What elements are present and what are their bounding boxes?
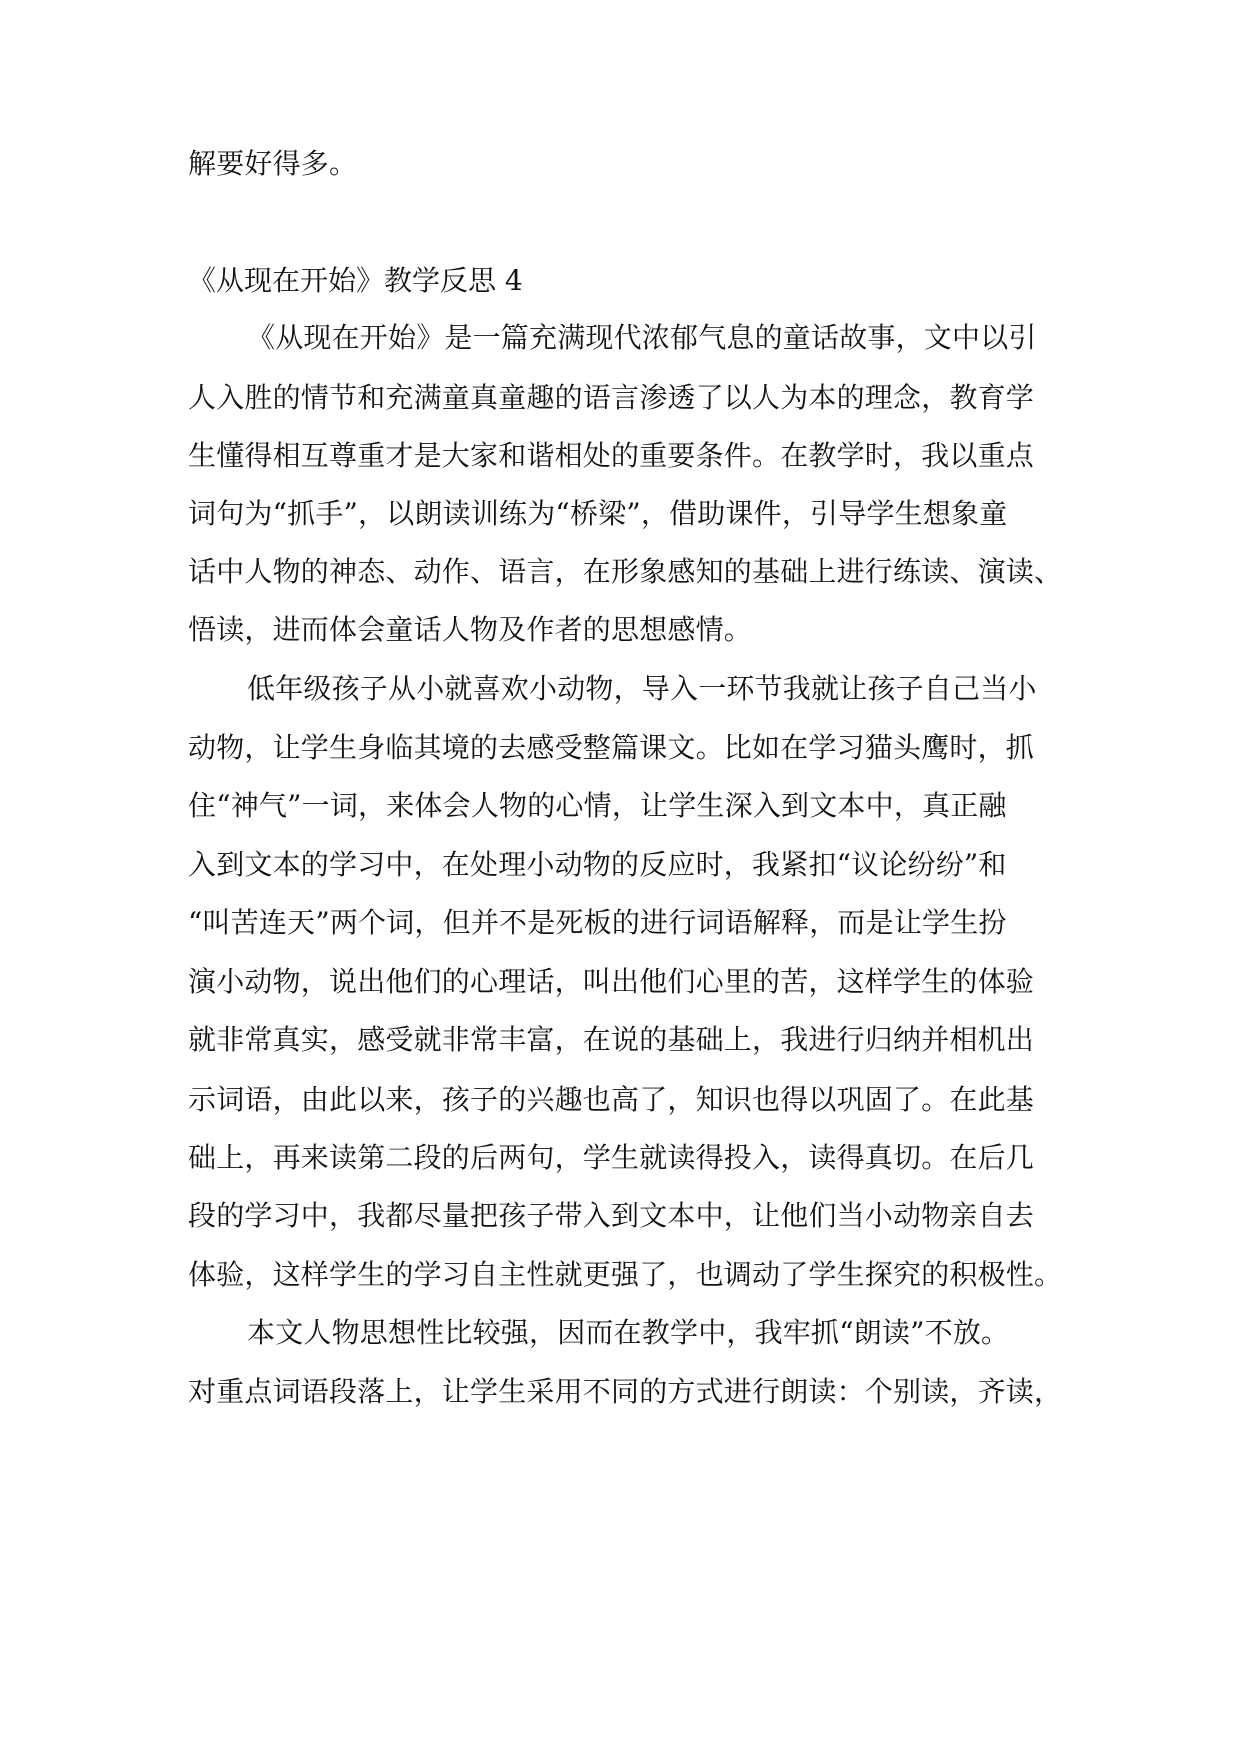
paragraph-2-line-9: 础上，再来读第二段的后两句，学生就读得投入，读得真切。在后几 — [188, 1141, 1035, 1174]
paragraph-1-line-5: 话中人物的神态、动作、语言，在形象感知的基础上进行练读、演读、 — [188, 555, 1063, 588]
paragraph-2-line-5: “叫苦连天”两个词，但并不是死板的进行词语解释，而是让学生扮 — [188, 906, 1007, 939]
paragraph-2-line-6: 演小动物，说出他们的心理话，叫出他们心里的苦，这样学生的体验 — [188, 965, 1035, 998]
paragraph-2-line-2: 动物，让学生身临其境的去感受整篇课文。比如在学习猫头鹰时，抓 — [188, 731, 1035, 764]
paragraph-3-line-1: 本文人物思想性比较强，因而在教学中，我牢抓“朗读”不放。 — [247, 1316, 1010, 1349]
paragraph-1-line-1: 《从现在开始》是一篇充满现代浓郁气息的童话故事，文中以引 — [247, 321, 1037, 354]
paragraph-1-line-2: 人入胜的情节和充满童真童趣的语言渗透了以人为本的理念，教育学 — [188, 381, 1035, 414]
text-line-continuation: 解要好得多。 — [188, 147, 358, 180]
paragraph-2-line-4: 入到文本的学习中，在处理小动物的反应时，我紧扣“议论纷纷”和 — [188, 848, 1007, 881]
paragraph-2-line-3: 住“神气”一词，来体会人物的心情，让学生深入到文本中，真正融 — [188, 789, 1007, 822]
paragraph-2-line-10: 段的学习中，我都尽量把孩子带入到文本中，让他们当小动物亲自去 — [188, 1199, 1035, 1232]
paragraph-2-line-1: 低年级孩子从小就喜欢小动物，导入一环节我就让孩子自己当小 — [247, 672, 1037, 705]
paragraph-2-line-11: 体验，这样学生的学习自主性就更强了，也调动了学生探究的积极性。 — [188, 1258, 1063, 1291]
paragraph-2-line-8: 示词语，由此以来，孩子的兴趣也高了，知识也得以巩固了。在此基 — [188, 1083, 1035, 1116]
paragraph-3-line-2: 对重点词语段落上，让学生采用不同的方式进行朗读：个别读，齐读， — [188, 1375, 1063, 1408]
paragraph-1-line-4: 词句为“抓手”，以朗读训练为“桥梁”，借助课件，引导学生想象童 — [188, 497, 1008, 530]
section-heading: 《从现在开始》教学反思 4 — [188, 264, 523, 297]
paragraph-2-line-7: 就非常真实，感受就非常丰富，在说的基础上，我进行归纳并相机出 — [188, 1023, 1035, 1056]
paragraph-1-line-3: 生懂得相互尊重才是大家和谐相处的重要条件。在教学时，我以重点 — [188, 439, 1035, 472]
paragraph-1-line-6: 悟读，进而体会童话人物及作者的思想感情。 — [188, 613, 753, 646]
